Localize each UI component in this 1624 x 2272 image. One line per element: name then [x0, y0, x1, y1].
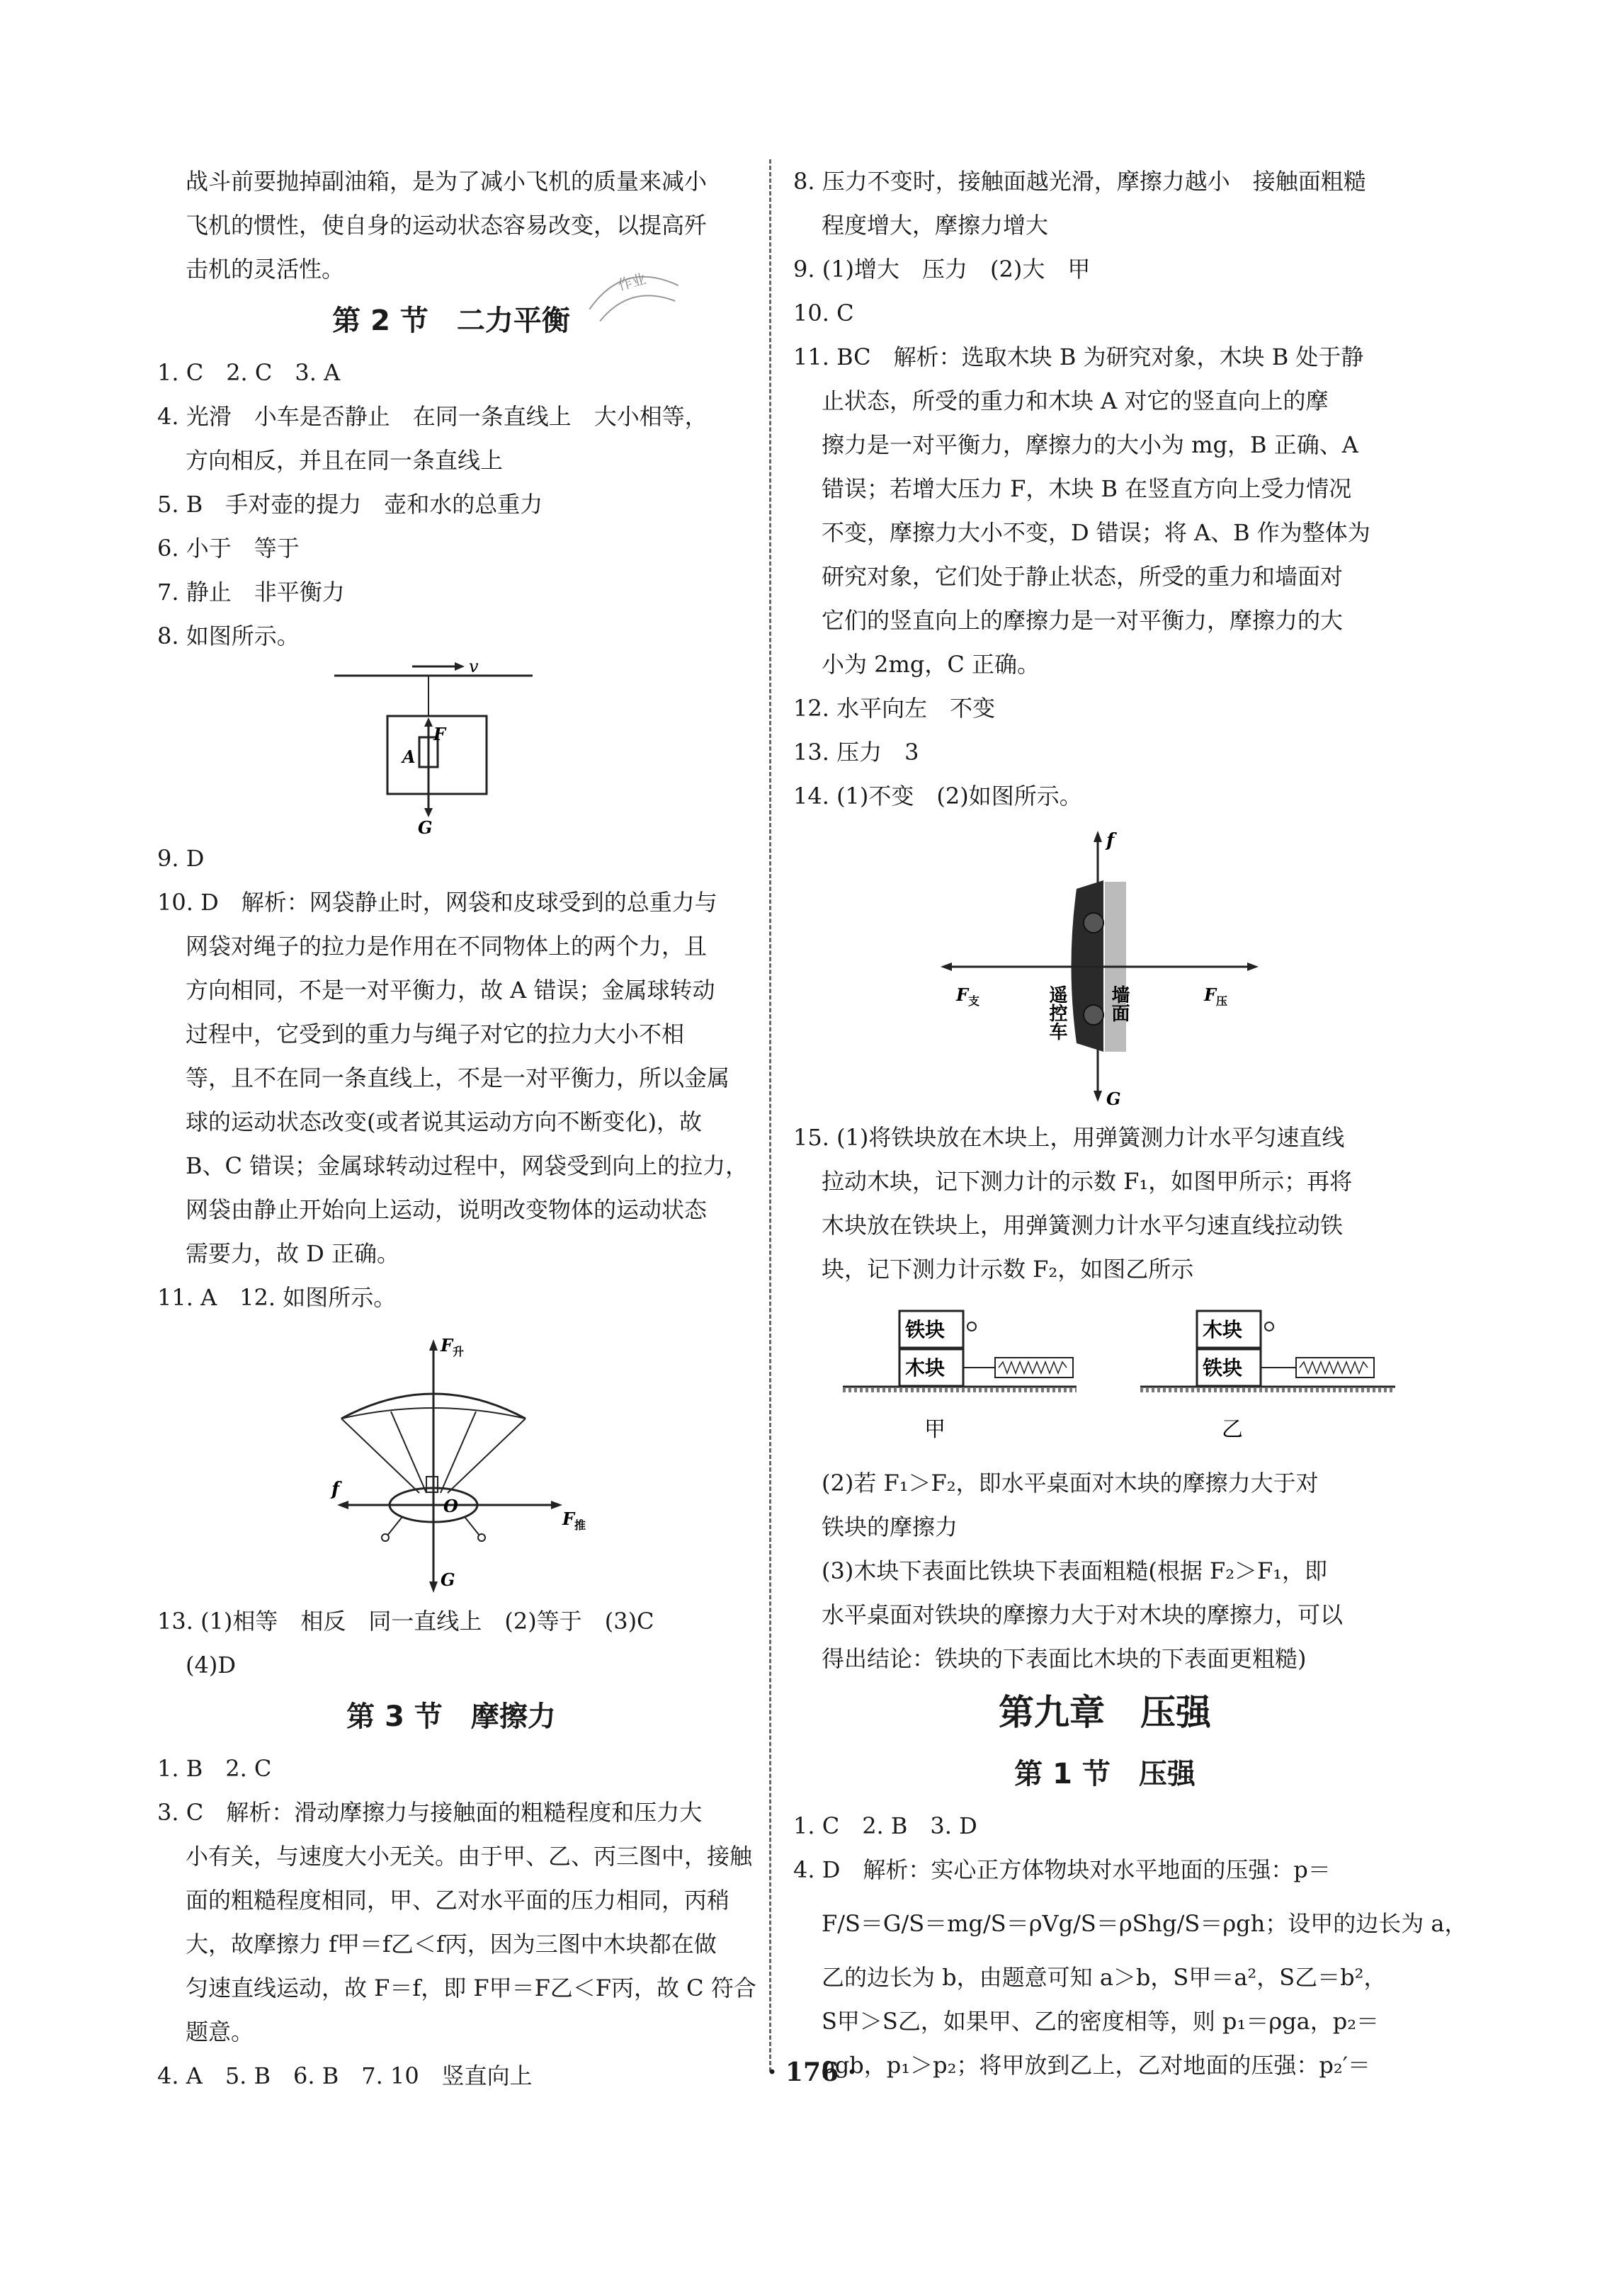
text-line: 击机的灵活性。: [186, 256, 345, 283]
stamp-label: 作业: [615, 270, 648, 294]
answer-line: 擦力是一对平衡力，摩擦力的大小为 mg，B 正确、A: [822, 431, 1358, 458]
label-f: f: [331, 1479, 340, 1500]
answer-line: 铁块的摩擦力: [822, 1513, 958, 1540]
label-f: f: [1106, 830, 1115, 851]
text-line: 飞机的惯性，使自身的运动状态容易改变，以提高歼: [186, 212, 708, 239]
answer-line: 乙的边长为 b，由题意可知 a＞b，S甲＝a²，S乙＝b²，: [822, 1964, 1387, 1991]
answer-line: 错误；若增大压力 F，木块 B 在竖直方向上受力情况: [822, 475, 1352, 502]
answer-line: 4. D 解析：实心正方体物块对水平地面的压强：p＝: [793, 1856, 1331, 1883]
answer-line: 11. BC 解析：选取木块 B 为研究对象，木块 B 处于静: [793, 343, 1364, 370]
answer-line: 6. 小于 等于: [157, 535, 300, 562]
answer-line: 9. D: [157, 845, 205, 872]
label-iron: 铁块: [1203, 1356, 1243, 1380]
answer-line: 小有关，与速度大小无关。由于甲、乙、丙三图中，接触: [186, 1843, 753, 1870]
label-F-press: $F_压$: [1204, 984, 1228, 1008]
answer-line: 8. 如图所示。: [157, 623, 300, 649]
label-F-up: $F_升$: [441, 1335, 465, 1358]
answer-line: 10. D 解析：网袋静止时，网袋和皮球受到的总重力与: [157, 889, 717, 916]
label-G: G: [1106, 1089, 1121, 1109]
left-column: [157, 159, 756, 2098]
answer-line: 1. B 2. C: [157, 1755, 272, 1782]
right-column: [793, 159, 1467, 2087]
answer-line: 块，记下测力计示数 F₂，如图乙所示: [822, 1256, 1194, 1283]
answer-line: 方向相反，并且在同一条直线上: [186, 447, 504, 474]
answer-line: 不变，摩擦力大小不变，D 错误；将 A、B 作为整体为: [822, 519, 1370, 546]
answer-line: 8. 压力不变时，接触面越光滑，摩擦力越小 接触面粗糙: [793, 168, 1366, 195]
answer-line: 得出结论：铁块的下表面比木块的下表面更粗糙): [822, 1645, 1307, 1672]
answer-line: 13. (1)相等 相反 同一直线上 (2)等于 (3)C: [157, 1608, 654, 1635]
answer-line: (2)若 F₁＞F₂，即水平桌面对木块的摩擦力大于对: [822, 1470, 1319, 1496]
answer-line: 题意。: [186, 2018, 254, 2045]
answer-line: 等，且不在同一条直线上，不是一对平衡力，所以金属: [186, 1064, 730, 1091]
answer-line: ρgb，p₁＞p₂；将甲放到乙上，乙对地面的压强：p₂′＝: [822, 2052, 1370, 2079]
answer-line: 10. C: [793, 300, 854, 326]
answer-line: 过程中，它受到的重力与绳子对它的拉力大小不相: [186, 1021, 685, 1047]
label-car: 遥控车: [1046, 985, 1067, 1040]
figure-q14: [793, 818, 1416, 1115]
label-jia: 甲: [924, 1417, 946, 1442]
label-yi: 乙: [1222, 1417, 1243, 1442]
answer-line: 4. A 5. B 6. B 7. 10 竖直向上: [157, 2062, 533, 2089]
label-iron: 铁块: [905, 1318, 946, 1341]
label-F: F: [433, 724, 446, 744]
section-heading: 第 3 节 摩擦力: [346, 1700, 556, 1733]
answer-line: 3. C 解析：滑动摩擦力与接触面的粗糙程度和压力大: [157, 1799, 703, 1826]
answer-line: 需要力，故 D 正确。: [186, 1240, 400, 1267]
label-wood: 木块: [1203, 1318, 1243, 1341]
answer-line: 15. (1)将铁块放在木块上，用弹簧测力计水平匀速直线: [793, 1124, 1345, 1151]
chapter-heading: 第九章 压强: [999, 1692, 1211, 1733]
answer-line: 方向相同，不是一对平衡力，故 A 错误；金属球转动: [186, 977, 715, 1004]
answer-line: 12. 水平向左 不变: [793, 695, 996, 722]
answer-line: 9. (1)增大 压力 (2)大 甲: [793, 256, 1091, 283]
answer-line: 7. 静止 非平衡力: [157, 579, 345, 606]
figure-q15: [793, 1291, 1416, 1461]
label-O: O: [443, 1496, 458, 1516]
answer-line: 5. B 手对壶的提力 壶和水的总重力: [157, 491, 543, 518]
answer-line: 它们的竖直向上的摩擦力是一对平衡力，摩擦力的大: [822, 607, 1344, 634]
label-G: G: [418, 817, 433, 836]
answer-line: 网袋对绳子的拉力是作用在不同物体上的两个力，且: [186, 933, 708, 960]
label-G: G: [441, 1569, 455, 1590]
figure-q12: [157, 1319, 745, 1599]
answer-line: 木块放在铁块上，用弹簧测力计水平匀速直线拉动铁: [822, 1212, 1344, 1239]
answer-line: (4)D: [186, 1652, 236, 1679]
figure-q8: [157, 658, 745, 836]
answer-line: 11. A 12. 如图所示。: [157, 1284, 397, 1311]
label-v: v: [469, 658, 479, 676]
experiment-jia: [843, 1311, 1077, 1442]
column-divider: [769, 159, 771, 2072]
answer-line: 4. 光滑 小车是否静止 在同一条直线上 大小相等，: [157, 403, 708, 430]
page-number: · 176 ·: [767, 2057, 857, 2087]
answer-line: 大，故摩擦力 f甲＝f乙＜f丙，因为三图中木块都在做: [186, 1931, 717, 1958]
text-line: 战斗前要抛掉副油箱，是为了减小飞机的质量来减小: [186, 168, 708, 195]
answer-line: 面的粗糙程度相同，甲、乙对水平面的压力相同，丙稍: [186, 1887, 730, 1914]
label-F-support: $F_支$: [956, 984, 980, 1008]
section-heading: 第 1 节 压强: [1014, 1758, 1196, 1790]
answer-line: 拉动木块，记下测力计的示数 F₁，如图甲所示；再将: [822, 1168, 1353, 1195]
answer-line: 14. (1)不变 (2)如图所示。: [793, 783, 1082, 810]
answer-line: 水平桌面对铁块的摩擦力大于对木块的摩擦力，可以: [822, 1601, 1344, 1628]
label-A: A: [402, 746, 416, 767]
label-F-push: $F_推$: [562, 1509, 586, 1532]
experiment-yi: [1140, 1311, 1395, 1442]
section-heading: 第 2 节 二力平衡: [332, 305, 570, 337]
answer-line: 止状态，所受的重力和木块 A 对它的竖直向上的摩: [822, 387, 1329, 414]
answer-line: B、C 错误；金属球转动过程中，网袋受到向上的拉力，: [186, 1152, 749, 1179]
answer-line: 程度增大，摩擦力增大: [822, 212, 1049, 239]
label-wall: 墙面: [1108, 985, 1130, 1022]
answer-line: 匀速直线运动，故 F＝f，即 F甲＝F乙＜F丙，故 C 符合: [186, 1975, 756, 2001]
answer-line: 1. C 2. C 3. A: [157, 359, 341, 386]
answer-line: 1. C 2. B 3. D: [793, 1812, 977, 1839]
answer-line: 球的运动状态改变(或者说其运动方向不断变化)，故: [186, 1108, 702, 1135]
answer-line: 13. 压力 3: [793, 739, 919, 766]
formula-line: F/S＝G/S＝mg/S＝ρVg/S＝ρShg/S＝ρgh；设甲的边长为 a，: [822, 1910, 1467, 1937]
label-wood: 木块: [905, 1356, 946, 1380]
answer-line: 研究对象，它们处于静止状态，所受的重力和墙面对: [822, 563, 1344, 590]
answer-line: (3)木块下表面比铁块下表面粗糙(根据 F₂＞F₁，即: [822, 1557, 1328, 1584]
answer-line: 小为 2mg，C 正确。: [822, 651, 1040, 678]
answer-line: S甲＞S乙，如果甲、乙的密度相等，则 p₁＝ρga，p₂＝: [822, 2008, 1380, 2035]
answer-line: 网袋由静止开始向上运动，说明改变物体的运动状态: [186, 1196, 708, 1223]
